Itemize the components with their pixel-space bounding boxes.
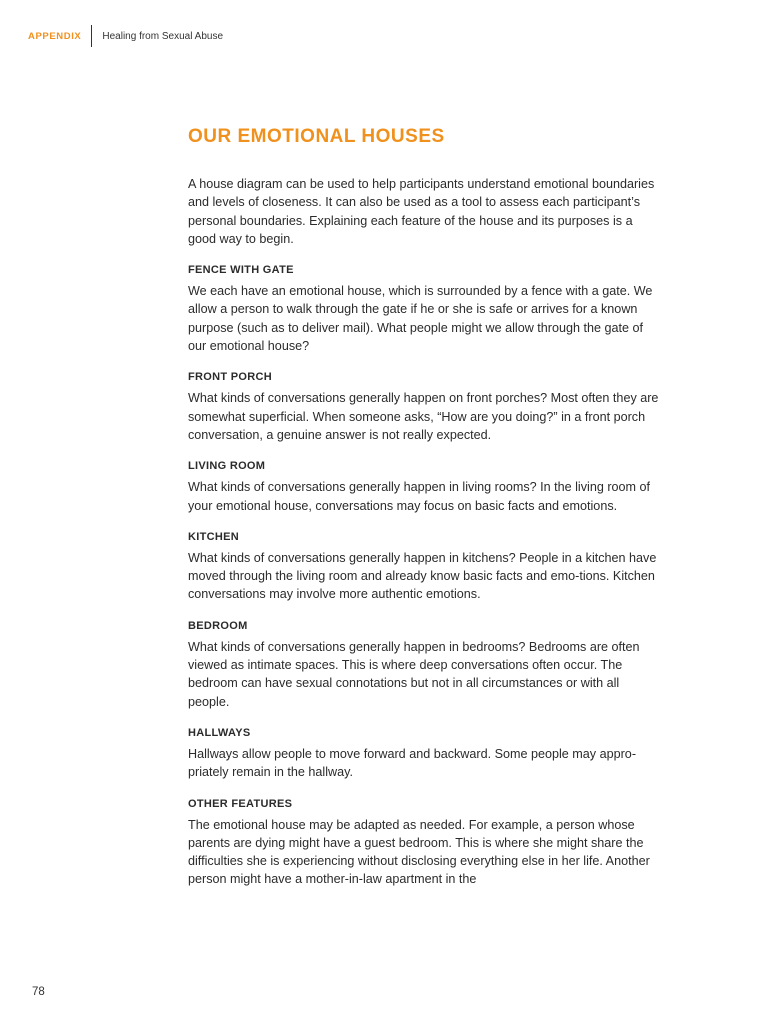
header-divider [91,25,92,47]
document-title: Healing from Sexual Abuse [102,30,223,42]
section-heading: KITCHEN [188,530,239,543]
section-living-room [188,458,660,515]
section-body: The emotional house may be adapted as needed. For example, a person whose parents are dying might have a guest bedroom. This is where she might share the difficulties she is experiencing without disclosing everything else in her life. Another person might have a mother-in-law apartment in the [188,817,650,887]
section-other-features [188,796,660,889]
section-kitchen [188,529,660,604]
running-header [28,24,223,48]
section-heading: OTHER FEATURES [188,797,293,810]
section-bedroom [188,618,660,711]
section-heading: BEDROOM [188,619,248,632]
page-number: 78 [32,986,45,998]
section-fence-with-gate [188,262,660,355]
section-body: What kinds of conversations generally happen on front porches? Most often they are somewhat superficial. When someone asks, “How are you doing?” in a front porch conversation, a genuine answer is not really expected. [188,391,659,442]
section-hallways [188,725,660,782]
section-heading: HALLWAYS [188,726,251,739]
section-body: What kinds of conversations generally happen in bedrooms? Bedrooms are often viewed as intimate spaces. This is where deep conversations often occur. The bedroom can have sexual connotations but not in all circumstances or with all people. [188,639,640,709]
section-heading: FRONT PORCH [188,371,272,384]
section-body: What kinds of conversations generally happen in living rooms? In the living room of your emotional house, conversations may focus on basic facts and emotions. [188,480,651,513]
page-title: OUR EMOTIONAL HOUSES [188,126,445,147]
section-heading: FENCE WITH GATE [188,264,294,277]
intro-paragraph: A house diagram can be used to help participants understand emotional boundaries and levels of closeness. It can also be used as a tool to assess each participant’s personal boundaries. Explaining each feature of the house and its purposes is a good way to begin. [188,177,655,246]
section-label: APPENDIX [28,30,82,42]
section-body: Hallways allow people to move forward and backward. Some people may appro-priately remain in the hallway. [188,746,637,780]
section-heading: LIVING ROOM [188,460,266,473]
section-body: What kinds of conversations generally happen in kitchens? People in a kitchen have moved through the living room and already know basic facts and emo-tions. Kitchen conversations may involve more authentic emotions. [188,550,657,602]
page-content [188,124,660,903]
section-front-porch [188,369,660,444]
section-body: We each have an emotional house, which is surrounded by a fence with a gate. We allow a person to walk through the gate if he or she is safe or arrives for a known purpose (such as to deliver mail). What people might we allow through the gate of our emotional house? [188,284,653,354]
